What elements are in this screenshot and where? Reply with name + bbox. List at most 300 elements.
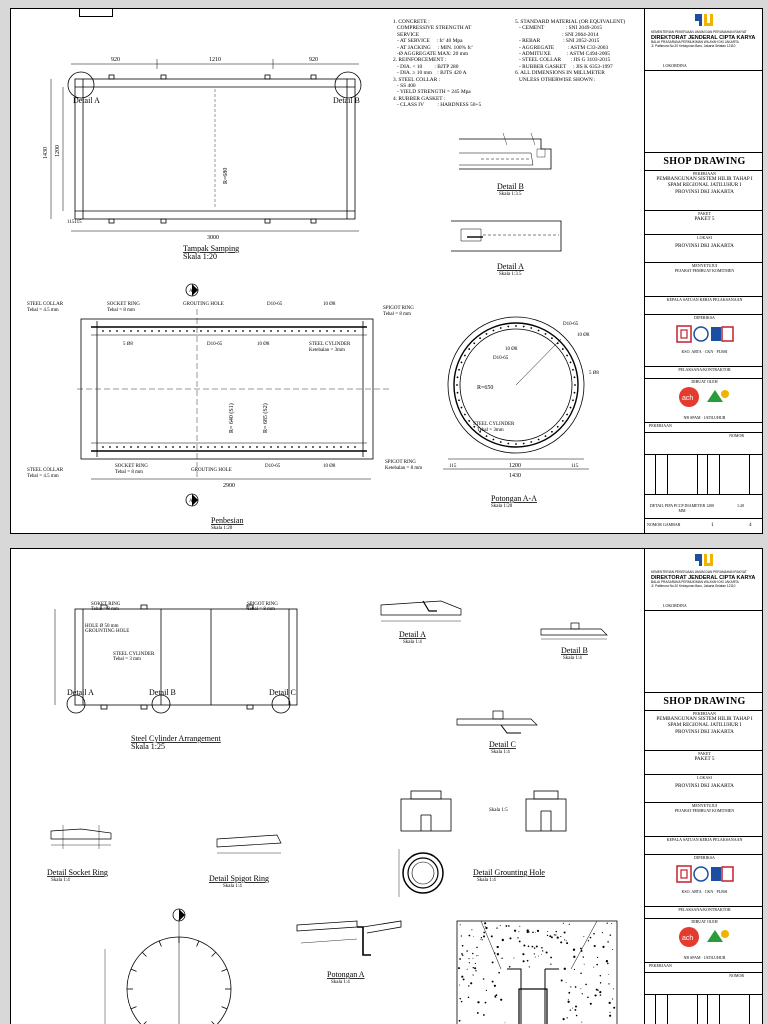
note-right-line: UNLESS OTHERWISE SHOWN : (515, 76, 596, 83)
hatch-dot (576, 1015, 578, 1017)
hatch-dot (461, 953, 463, 955)
note-left-line: - YIELD STRENGTH = 245 Mpa (393, 89, 471, 96)
rebar-dot (291, 330, 293, 332)
org-address: Jl. Pattimura No.20 Kebayoran Baru, Jakarta Selatan 12110 (651, 44, 736, 49)
spigot-ring-label: SPIGOT RING (383, 306, 414, 311)
hatch-dot (575, 1006, 577, 1008)
note-right-line: - RUBBER GASKET : JIS K 6353-1997 (515, 63, 613, 70)
grouting-hole-label: GROUTING HOLE (183, 302, 224, 307)
detail-b-scale: Skala 1:3.5 (499, 192, 522, 197)
hatch-dot (600, 982, 601, 983)
hatch-dot (573, 956, 575, 958)
rebar-dot (256, 330, 258, 332)
sheet-count: 4 (749, 522, 752, 528)
section-rebar-dot (461, 407, 463, 409)
section-rebar-dot (468, 420, 470, 422)
section-rebar-dot (486, 333, 488, 335)
section-rebar-dot (572, 369, 574, 371)
rebar-dot (242, 330, 244, 332)
kso-logo-icon (675, 324, 735, 344)
note-left-line: 1. CONCRETE : (393, 19, 430, 25)
rebar-dot (277, 446, 279, 448)
cylinder-label: STEEL CYLINDER (309, 342, 351, 347)
rebar-dot (319, 330, 321, 332)
hatch-dot (587, 996, 589, 998)
hatch-dot (609, 1015, 611, 1017)
hatch-dot (496, 927, 497, 928)
rebar-dot (130, 446, 132, 448)
hatch-dot (474, 967, 476, 969)
koord-label-2: LOKORDINA (663, 603, 687, 608)
steel-collar-thk-b: Tebal = 4.5 mm (27, 474, 59, 479)
menyetujui-label-2: MENYETUJUI (691, 803, 718, 808)
reinforcement-view (77, 309, 391, 479)
hatch-dot (480, 939, 481, 940)
org-sub-2: BALAI PRASARANA PERMUKIMAN WILAYAH DKI JAKARTA (651, 580, 739, 585)
socket-ring-detail (51, 825, 111, 849)
hatch-dot (468, 958, 469, 959)
hatch-dot (569, 924, 570, 925)
rebar-dot (263, 446, 265, 448)
detail-b-title: Detail B (497, 182, 524, 191)
hatch-dot (472, 958, 473, 959)
hatch-dot (575, 986, 577, 988)
hatch-dot (588, 940, 589, 941)
hatch-dot (519, 940, 521, 942)
hatch-dot (478, 955, 479, 956)
radius-label: R=680 (223, 167, 229, 184)
ppk-label-2: KEPALA SATUAN KERJA PELAKSANAAN (666, 837, 743, 842)
hatch-dot (608, 983, 609, 984)
hatch-dot (508, 925, 510, 927)
rebar-dot (179, 330, 181, 332)
hatch-dot (607, 923, 608, 924)
hatch-dot (529, 966, 530, 967)
arr-scale: Skala 1:25 (131, 742, 165, 751)
detail-a-scale: Skala 1:3.5 (499, 272, 522, 277)
spigot-ring-detail (217, 835, 281, 853)
ring-tick (221, 1007, 227, 1009)
grout-title: Detail Grounting Hole (473, 868, 545, 877)
reinf-dim: 2900 (223, 483, 235, 489)
hatch-dot (561, 980, 563, 982)
ppk-label: KEPALA SATUAN KERJA PELAKSANAAN (666, 297, 743, 302)
hatch-dot (534, 953, 535, 954)
section-rebar-dot (551, 337, 553, 339)
rebar-dot (193, 330, 195, 332)
dim-h-outer: 1430 (43, 147, 49, 159)
sec-small-l: 115 (449, 464, 457, 469)
hatch-dot (486, 990, 487, 991)
section-rebar-dot (530, 327, 532, 329)
hatch-dot (597, 957, 598, 958)
diperiksa-label-2: DIPERIKSA (694, 855, 715, 860)
note-left-line: - SS 400 (393, 83, 416, 90)
potongan-a (297, 921, 401, 955)
section-rebar-dot (523, 326, 525, 328)
lokasi-cell-2 (645, 775, 763, 803)
lokasi-value: PROVINSI DKI JAKARTA (675, 243, 734, 249)
rebar-dot (130, 330, 132, 332)
rebar-dot (340, 446, 342, 448)
hatch-dot (612, 949, 613, 950)
section-rebar-dot (500, 327, 502, 329)
socket-title: Detail Socket Ring (47, 868, 108, 877)
pot-title: Potongan A (327, 970, 365, 979)
rebar-dot (228, 446, 230, 448)
rebar-dot (116, 330, 118, 332)
arr-hole2: GROUNTING HOLE (85, 629, 130, 634)
hatch-dot (513, 958, 514, 959)
socket-ring-label-b: SOCKET RING (115, 464, 148, 469)
note-left-line: - AT SERVICE : fc' 40 Mpa (393, 38, 463, 45)
hatch-dot (519, 926, 520, 927)
section-title: Potongan A-A (491, 494, 537, 503)
section-rebar-dot (458, 399, 460, 401)
detail-a-drawing (451, 221, 561, 251)
concrete-hatch (458, 922, 615, 1023)
diperiksa-cell-2 (645, 855, 763, 907)
ring-tick (159, 941, 161, 947)
hatch-dot (547, 931, 548, 932)
rebar-dot (270, 330, 272, 332)
hatch-dot (564, 939, 565, 940)
hatch-dot (477, 1001, 479, 1003)
section-rebar-dot (545, 333, 547, 335)
steel-collar-thk: Tebal = 4.5 mm (27, 308, 59, 313)
sec-d2: 1430 (509, 473, 521, 479)
rebar-dot (158, 330, 160, 332)
hatch-dot (568, 999, 569, 1000)
section-marker-top (186, 284, 198, 296)
s2-detail-c (457, 711, 537, 733)
section-rebar-dot (570, 407, 572, 409)
grouting-hole-label-b: GROUTING HOLE (191, 468, 232, 473)
hatch-dot (523, 960, 525, 962)
lokasi-value-2: PROVINSI DKI JAKARTA (675, 783, 734, 789)
menyetujui-label: MENYETUJUI (691, 263, 718, 268)
dim-h-inner: 1200 (55, 145, 61, 157)
detail-b-drawing (459, 133, 551, 169)
hatch-dot (468, 985, 469, 986)
hatch-dot (547, 935, 548, 936)
hatch-dot (535, 932, 536, 933)
hatch-dot (485, 927, 487, 929)
rebar-dot (277, 330, 279, 332)
hatch-dot (459, 985, 460, 986)
hatch-dot (532, 932, 534, 934)
hatch-dot (560, 936, 561, 937)
hatch-dot (580, 972, 582, 974)
svg-text:ach: ach (681, 395, 693, 402)
org-address-2: Jl. Pattimura No.20 Kebayoran Baru, Jakarta Selatan 12110 (651, 584, 736, 589)
hatch-dot (572, 1008, 573, 1009)
hatch-dot (461, 1001, 462, 1002)
paket-cell (645, 211, 763, 235)
title-block-2 (644, 549, 763, 1024)
hatch-dot (574, 1009, 576, 1011)
rebar-dot (207, 446, 209, 448)
rebar-dot (165, 446, 167, 448)
rebar-dot (242, 446, 244, 448)
ppk-cell (645, 297, 763, 315)
hatch-dot (612, 998, 613, 999)
org-sub: BALAI PRASARANA PERMUKIMAN WILAYAH DKI JAKARTA (651, 40, 739, 45)
hatch-dot (541, 947, 543, 949)
hatch-dot (608, 974, 609, 975)
rebar-dot (123, 330, 125, 332)
hatch-dot (585, 984, 587, 986)
section-rebar-dot (507, 326, 509, 328)
s2-det-c-title: Detail C (489, 740, 516, 749)
hatch-dot (495, 994, 497, 996)
section-rebar-dot (538, 439, 540, 441)
grouting-boxes (401, 791, 566, 831)
mid-scale: Skala 1:5 (489, 808, 508, 813)
project-cell-2 (645, 711, 763, 751)
rebar-dot (284, 446, 286, 448)
hatch-dot (472, 953, 474, 955)
bottom-ring (105, 919, 231, 1024)
drawing-title: DETAIL PIPA PCCP DIAMETER 1200 MM (649, 503, 715, 513)
ring-tick (212, 952, 216, 956)
note-right-line: : SNI 2064-2014 (515, 31, 599, 38)
hatch-dot (485, 1002, 487, 1004)
nomor-gambar-label: NOMOR GAMBAR (647, 522, 681, 527)
section-marker-s2 (173, 909, 185, 921)
rebar-dot (165, 330, 167, 332)
hatch-dot (567, 1001, 569, 1003)
dim-total: 3000 (207, 235, 219, 241)
hatch-dot (494, 952, 495, 953)
section-rebar-dot (570, 362, 572, 364)
arr-title: Steel Cylinder Arrangement (131, 734, 221, 743)
hatch-dot (607, 941, 608, 942)
socket-scale: Skala 1:4 (51, 878, 70, 883)
section-rebar-dot (468, 348, 470, 350)
paket-label: PAKET (698, 211, 711, 216)
hatch-dot (504, 1022, 505, 1023)
rebar-dot (200, 446, 202, 448)
paket-value-2: PAKET 5 (694, 756, 715, 762)
hatch-dot (494, 985, 496, 987)
drawing-scale: 1:20 (737, 503, 745, 508)
section-rebar-dot (458, 369, 460, 371)
section-rebar-dot (456, 384, 458, 386)
hatch-dot (563, 923, 564, 924)
kso-logo-icon-2 (675, 864, 735, 884)
section-letter-bottom: A (189, 499, 193, 504)
title-block (644, 9, 763, 533)
section-rebar-dot (493, 330, 495, 332)
hatch-dot (557, 936, 559, 938)
hatch-dot (596, 995, 597, 996)
spigot-ring-label-b: SPIGOT RING (385, 460, 416, 465)
arr-cyl: STEEL CYLINDER (113, 652, 155, 657)
detail-b-callout: Detail B (333, 96, 360, 105)
hatch-dot (485, 926, 486, 927)
rebar-dot (354, 446, 356, 448)
hatch-dot (580, 948, 582, 950)
rebar-dot (137, 330, 139, 332)
rebar-dot (123, 446, 125, 448)
hatch-dot (509, 966, 511, 968)
pkj-row-2 (645, 963, 763, 973)
nb-label-2: NB SPAM · JATILUHUR (683, 955, 726, 960)
note-left-line: - CLASS IV : HARDNESS 50+5 (393, 102, 482, 109)
pekerjaan-label: PEKERJAAN (693, 171, 716, 176)
pkj-label: PEKERJAAN (649, 423, 672, 428)
sec-d10b-label: D10-65 (493, 356, 509, 361)
ring-tick (131, 1007, 137, 1009)
note-right-line: - CEMENT : SNI 2049-2015 (515, 25, 603, 32)
nomor-row-2 (645, 973, 763, 995)
shop-drawing-label-2: SHOP DRAWING (645, 693, 763, 711)
org-name: DIREKTORAT JENDERAL CIPTA KARYA (651, 34, 756, 41)
rebar-dot (116, 446, 118, 448)
hatch-dot (497, 953, 499, 955)
hatch-dot (481, 937, 482, 938)
hatch-dot (566, 982, 567, 983)
section-rebar-dot (464, 355, 466, 357)
socket-ring-label: SOCKET RING (107, 302, 140, 307)
rebar-dot (305, 446, 307, 448)
rebar-dot (312, 330, 314, 332)
hatch-dot (613, 1007, 615, 1009)
hatch-dot (583, 936, 584, 937)
five-o8-label: 5 Ø8 (123, 342, 133, 347)
hatch-dot (527, 929, 529, 931)
section-scale: Skala 1:20 (491, 504, 513, 509)
hatch-dot (462, 955, 463, 956)
ten-o8-label-b: 10 Ø8 (323, 464, 336, 469)
hatch-dot (536, 946, 538, 948)
section-rebar-dot (515, 443, 517, 445)
diperiksa-sub-2: KSO. ARTA · CKN · PLRSI (681, 889, 728, 894)
menyetujui-sub-2: PEJABAT PEMBUAT KOMITMEN (674, 808, 735, 813)
spigot-scale: Skala 1:4 (223, 884, 242, 889)
notes-right (515, 19, 625, 83)
rebar-dot (312, 446, 314, 448)
rebar-dot (200, 330, 202, 332)
pot-scale: Skala 1:4 (331, 980, 350, 985)
diperiksa-sub: KSO. ARTA · CKN · PLRSI (681, 349, 728, 354)
rebar-dot (263, 330, 265, 332)
hatch-dot (522, 953, 524, 955)
note-left-line: 3. STEEL COLLAR : (393, 76, 441, 83)
section-rebar-dot (545, 435, 547, 437)
hatch-dot (471, 929, 472, 930)
rebar-dot (298, 330, 300, 332)
hatch-dot (473, 974, 474, 975)
note-left-line: 4. RUBBER GASKET : (393, 95, 446, 102)
hatch-dot (567, 1017, 568, 1018)
hatch-dot (602, 946, 604, 948)
arr-soket: SOKET RING (91, 602, 121, 607)
hatch-dot (542, 950, 543, 951)
hatch-dot (606, 960, 608, 962)
d10-label-b: D10-65 (265, 464, 281, 469)
hatch-dot (482, 939, 483, 940)
arr-hole: HOLE Ø 50 mm (85, 624, 119, 629)
rebar-dot (333, 330, 335, 332)
hatch-dot (460, 924, 461, 925)
hatch-dot (580, 988, 581, 989)
rebar-dot (249, 446, 251, 448)
pu-logo-icon (693, 12, 715, 28)
note-left-line: - AT JACKING : MIN. 100% fc' (393, 44, 473, 51)
rebar-dot (109, 330, 111, 332)
rebar-dot (235, 330, 237, 332)
menyetujui-cell-2 (645, 803, 763, 837)
lokasi-cell (645, 235, 763, 263)
section-rebar-dot (574, 384, 576, 386)
rebar-dot (333, 446, 335, 448)
section-letter-top: A (189, 289, 193, 294)
rebar-dot (347, 330, 349, 332)
hatch-dot (596, 964, 598, 966)
rebar-dot (326, 330, 328, 332)
menyetujui-cell (645, 263, 763, 297)
s2-det-b-scale: Skala 1:4 (563, 656, 582, 661)
hatch-dot (467, 969, 468, 970)
rebar-dot (144, 446, 146, 448)
contractor-cell-2 (645, 907, 763, 919)
drawing-title-row (645, 495, 763, 519)
socket-ring-thk-b: Tebal = 8 mm (115, 470, 143, 475)
rebar-dot (340, 330, 342, 332)
section-rebar-dot (523, 443, 525, 445)
s2-det-c-scale: Skala 1:4 (491, 750, 510, 755)
contractor-logo-icon (675, 384, 735, 410)
rebar-dot (207, 330, 209, 332)
hatch-dot (473, 936, 474, 937)
hatch-dot (534, 947, 535, 948)
hatch-dot (491, 935, 493, 937)
hatch-dot (596, 989, 598, 991)
sec-d1: 1200 (509, 463, 521, 469)
s2-det-a-scale: Skala 1:4 (403, 640, 422, 645)
detail-a-callout: Detail A (73, 96, 100, 105)
paket-cell-2 (645, 751, 763, 775)
hatch-dot (590, 937, 592, 939)
ring-tick (131, 969, 137, 971)
spigot-title: Detail Spigot Ring (209, 874, 269, 883)
cylinder-thk: Ketebalan = 3mm (309, 348, 345, 353)
section-rebar-dot (473, 342, 475, 344)
rebar-dot (270, 446, 272, 448)
d10-label: D10-65 (267, 302, 283, 307)
side-view-title: Tampak Samping (183, 244, 240, 253)
rebar-dot (228, 330, 230, 332)
hatch-dot (607, 963, 609, 965)
hatch-dot (582, 993, 583, 994)
project-line-3: PROVINSI DKI JAKARTA (675, 188, 734, 195)
section-rebar-dot (530, 441, 532, 443)
hatch-dot (506, 925, 508, 927)
rebar-dot (214, 446, 216, 448)
hatch-dot (498, 947, 499, 948)
steel-collar-label-b: STEEL COLLAR (27, 468, 64, 473)
spigot-ring-thk: Tebal = 8 mm (383, 312, 411, 317)
hatch-dot (549, 935, 551, 937)
hatch-dot (550, 963, 551, 964)
nomor-row (645, 433, 763, 455)
hatch-dot (583, 956, 584, 957)
section-rebar-dot (562, 420, 564, 422)
drawing-sheet-2 (10, 548, 763, 1024)
hatch-dot (518, 931, 519, 932)
